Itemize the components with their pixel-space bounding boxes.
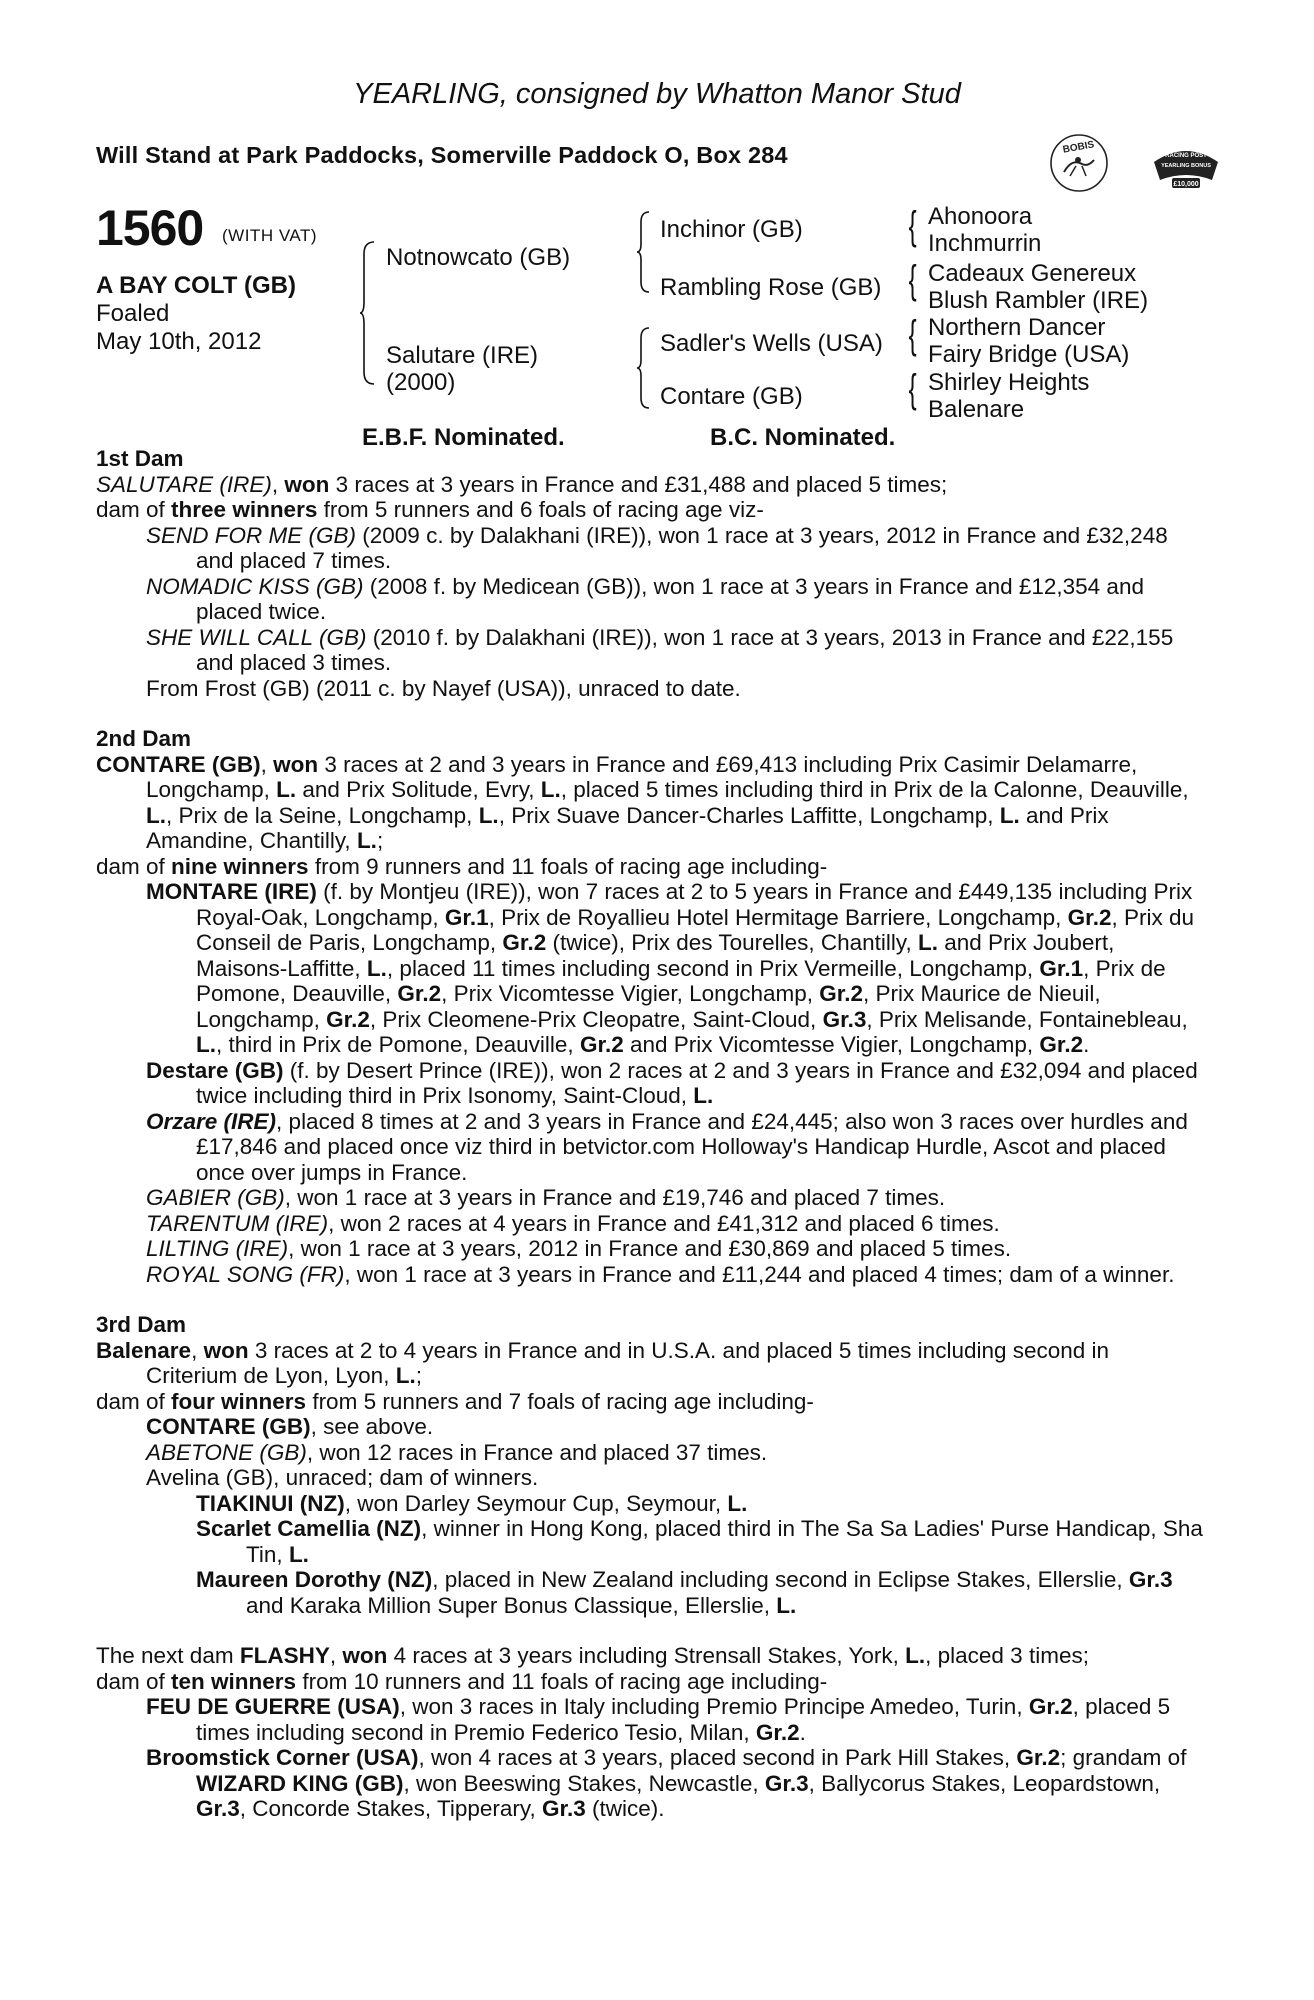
grand-produce-item: TIAKINUI (NZ), won Darley Seymour Cup, Seymour, L. — [196, 1490, 748, 1516]
produce-item: TARENTUM (IRE), won 2 races at 4 years in France and £41,312 and placed 6 times. — [146, 1210, 1000, 1236]
vat-note: (WITH VAT) — [222, 226, 318, 245]
section-2nd-dam: 2nd Dam — [96, 726, 192, 751]
dam-dam: Contare (GB) — [660, 383, 803, 410]
foaled-label: Foaled — [96, 300, 170, 327]
produce-item: Avelina (GB), unraced; dam of winners. — [146, 1465, 539, 1490]
dds: Shirley Heights — [928, 369, 1090, 396]
ddd: Balenare — [928, 396, 1025, 423]
section-1st-dam: 1st Dam — [96, 446, 184, 471]
produce-item: From Frost (GB) (2011 c. by Nayef (USA)), unraced to date. — [146, 675, 741, 701]
dam: Salutare (IRE) — [386, 342, 539, 369]
produce-item: Destare (GB) (f. by Desert Prince (IRE)), won 2 races at 2 and 3 years in France and £32,094 and placed twice including third in Prix Isonomy, Saint-Cloud, L. — [146, 1057, 1198, 1108]
svg-text:RACING POST: RACING POST — [1165, 153, 1207, 159]
foaled-date: May 10th, 2012 — [96, 328, 262, 355]
pedigree-bracket-2 — [637, 208, 651, 296]
next-dam-produce-summary: dam of ten winners from 10 runners and 11 foals of racing age including- — [96, 1668, 828, 1694]
sire: Notnowcato (GB) — [386, 244, 571, 271]
produce-item: MONTARE (IRE) (f. by Montjeu (IRE)), won 7 races at 2 to 5 years in France and £449,135 including Prix Royal-Oak, Longchamp, Gr.1, Prix de Royallieu Hotel Hermitage Barriere, Longchamp, Gr.2, Prix du Conseil de Paris, Longchamp, Gr.2 (twice), Prix des Tourelles, Chantilly, L. and Prix Joubert, Maisons-Laffitte, L., placed 11 times including second in Prix Vermeille, Longchamp, Gr.1, Prix de Pomone, Deauville, Gr.2, Prix Vicomtesse Vigier, Longchamp, Gr.2, Prix Maurice de Nieuil, Longchamp, Gr.2, Prix Cleomene-Prix Cleopatre, Saint-Cloud, Gr.3, Prix Melisande, Fontainebleau, L., third in Prix de Pomone, Deauville, Gr.2 and Prix Vicomtesse Vigier, Longchamp, Gr.2. — [146, 879, 1194, 1057]
svg-text:YEARLING BONUS: YEARLING BONUS — [1161, 163, 1211, 169]
svg-text:BOBIS: BOBIS — [1062, 139, 1096, 156]
bc-nominated: B.C. Nominated. — [710, 424, 896, 451]
third-dam-record: Balenare, won 3 races at 2 to 4 years in France and in U.S.A. and placed 5 times including second in Criterium de Lyon, Lyon, L.; — [96, 1337, 1110, 1388]
sire-dam: Rambling Rose (GB) — [660, 274, 882, 301]
bracket-d: { — [908, 367, 917, 411]
racing-post-bonus-logo — [1148, 140, 1224, 200]
produce-item: Orzare (IRE), placed 8 times at 2 and 3 years in France and £24,445; also won 3 races over hurdles and £17,846 and placed once viz third in betvictor.com Holloway's Handicap Hurdle, Ascot and placed once over jumps in France. — [146, 1108, 1188, 1185]
svg-text:£10,000: £10,000 — [1173, 181, 1199, 188]
next-dam-record: The next dam FLASHY, won 4 races at 3 years including Strensall Stakes, York, L., placed 3 times; — [96, 1643, 1089, 1668]
dss: Northern Dancer — [928, 314, 1106, 341]
produce-item: ROYAL SONG (FR), won 1 race at 3 years in France and £11,244 and placed 4 times; dam of a winner. — [146, 1261, 1175, 1287]
sdd: Blush Rambler (IRE) — [928, 287, 1149, 314]
produce-item: LILTING (IRE), won 1 race at 3 years, 2012 in France and £30,869 and placed 5 times. — [146, 1236, 1012, 1261]
pedigree-notes — [96, 446, 1204, 1822]
bracket-b: { — [908, 258, 917, 302]
produce-item: Broomstick Corner (USA), won 4 races at 3 years, placed second in Park Hill Stakes, Gr.2; grandam of WIZARD KING (GB), won Beeswing Stakes, Newcastle, Gr.3, Ballycorus Stakes, Leopardstown, Gr.3, Concorde Stakes, Tipperary, Gr.3 (twice). — [146, 1745, 1187, 1821]
third-dam-produce-summary: dam of four winners from 5 runners and 7 foals of racing age including- — [96, 1388, 814, 1414]
ssd: Inchmurrin — [928, 230, 1042, 257]
bracket-a: { — [908, 204, 917, 248]
dam-produce-summary: dam of three winners from 5 runners and 6 foals of racing age viz- — [96, 497, 764, 522]
horse-name: A BAY COLT (GB) — [96, 272, 297, 299]
grand-produce-item: Maureen Dorothy (NZ), placed in New Zealand including second in Eclipse Stakes, Ellerslie, Gr.3 and Karaka Million Super Bonus Classique, Ellerslie, L. — [196, 1567, 1173, 1618]
dam-record: SALUTARE (IRE), won 3 races at 3 years in France and £31,488 and placed 5 times; — [96, 471, 948, 497]
dam-year: (2000) — [386, 369, 456, 396]
dam-sire: Sadler's Wells (USA) — [660, 330, 883, 357]
pedigree-bracket-1 — [360, 238, 376, 388]
sss: Ahonoora — [928, 203, 1033, 230]
stand-location: Will Stand at Park Paddocks, Somerville Paddock O, Box 284 — [96, 142, 788, 168]
second-dam-produce-summary: dam of nine winners from 9 runners and 11 foals of racing age including- — [96, 853, 828, 879]
second-dam-record: CONTARE (GB), won 3 races at 2 and 3 years in France and £69,413 including Prix Casimir Delamarre, Longchamp, L. and Prix Solitude, Evry, L., placed 5 times including third in Prix de la Calonne, Deauville, L., Prix de la Seine, Longchamp, L., Prix Suave Dancer-Charles Laffitte, Longchamp, L. and Prix Amandine, Chantilly, L.; — [96, 751, 1189, 853]
section-3rd-dam: 3rd Dam — [96, 1312, 187, 1337]
bracket-c: { — [908, 313, 917, 357]
produce-item: SHE WILL CALL (GB) (2010 f. by Dalakhani (IRE)), won 1 race at 3 years, 2013 in France and £22,155 and placed 3 times. — [146, 624, 1174, 675]
produce-item: NOMADIC KISS (GB) (2008 f. by Medicean (GB)), won 1 race at 3 years in France and £12,354 and placed twice. — [146, 573, 1144, 624]
produce-item: GABIER (GB), won 1 race at 3 years in France and £19,746 and placed 7 times. — [146, 1185, 946, 1210]
ebf-nominated: E.B.F. Nominated. — [362, 424, 565, 451]
catalogue-header: YEARLING, consigned by Whatton Manor Stud — [353, 78, 961, 110]
produce-item: CONTARE (GB), see above. — [146, 1414, 434, 1439]
pedigree-bracket-3 — [637, 324, 651, 412]
grand-produce-item: Scarlet Camellia (NZ), winner in Hong Kong, placed third in The Sa Sa Ladies' Purse Handicap, Sha Tin, L. — [196, 1516, 1203, 1567]
produce-item: SEND FOR ME (GB) (2009 c. by Dalakhani (IRE)), won 1 race at 3 years, 2012 in France and £32,248 and placed 7 times. — [146, 522, 1168, 573]
sds: Cadeaux Genereux — [928, 260, 1137, 287]
bobis-logo — [1048, 132, 1110, 194]
produce-item: ABETONE (GB), won 12 races in France and placed 37 times. — [146, 1439, 768, 1465]
dsd: Fairy Bridge (USA) — [928, 341, 1130, 368]
lot-number: 1560 — [96, 200, 204, 256]
produce-item: FEU DE GUERRE (USA), won 3 races in Italy including Premio Principe Amedeo, Turin, Gr.2, placed 5 times including second in Premio Federico Tesio, Milan, Gr.2. — [146, 1694, 1171, 1745]
sire-sire: Inchinor (GB) — [660, 216, 803, 243]
